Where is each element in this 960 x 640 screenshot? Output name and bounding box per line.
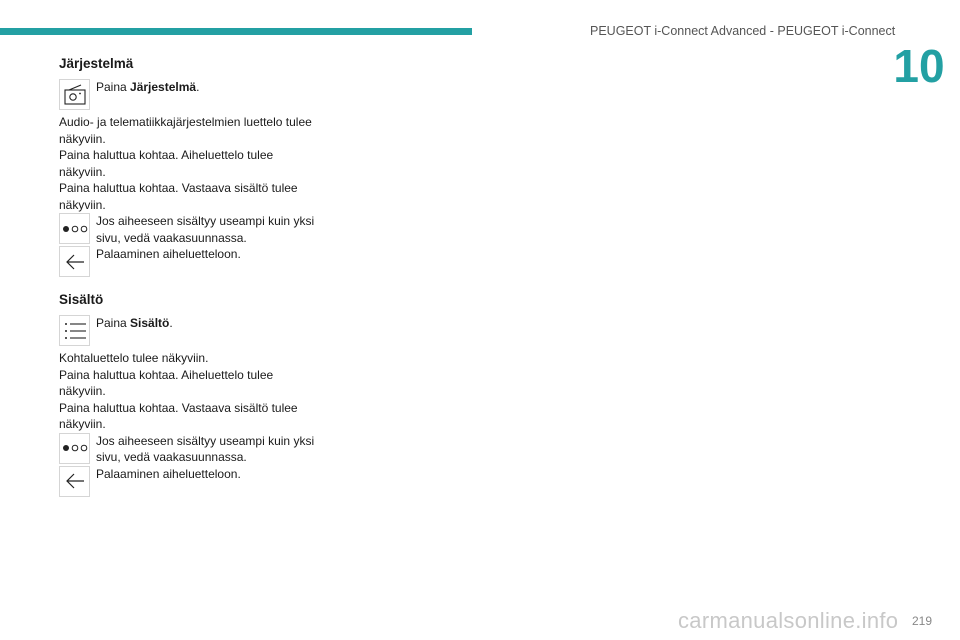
paragraph: Audio- ja telematiikkajärjestelmien luettelo tulee näkyviin. xyxy=(59,115,312,146)
press-prefix: Paina xyxy=(96,80,131,94)
paragraph: Paina haluttua kohtaa. Aiheluettelo tulee näkyviin. xyxy=(59,148,274,179)
note-text: Palaaminen aiheluetteloon. xyxy=(96,247,241,261)
back-arrow-icon[interactable] xyxy=(59,466,90,497)
section-title: Järjestelmä xyxy=(59,56,134,71)
press-instruction-text xyxy=(96,315,173,332)
note-row xyxy=(59,433,321,466)
note-text: Jos aiheeseen sisältyy useampi kuin yksi sivu, vedä vaakasuunnassa. xyxy=(96,214,315,245)
press-suffix: . xyxy=(196,80,200,94)
press-instruction-text xyxy=(96,79,199,96)
header-accent-bar xyxy=(0,28,472,35)
press-instruction xyxy=(59,315,321,346)
paragraph: Kohtaluettelo tulee näkyviin. xyxy=(59,351,209,365)
page-header-title: PEUGEOT i-Connect Advanced - PEUGEOT i-Connect xyxy=(590,24,896,38)
page-number: 219 xyxy=(912,614,933,628)
press-prefix: Paina xyxy=(96,316,131,330)
pagination-dots-icon xyxy=(59,213,90,244)
note-text: Palaaminen aiheluetteloon. xyxy=(96,466,241,481)
note-row xyxy=(59,246,321,277)
pagination-dots-icon xyxy=(59,433,90,464)
press-target: Järjestelmä xyxy=(130,80,197,94)
note-text: Jos aiheeseen sisältyy useampi kuin yksi sivu, vedä vaakasuunnassa. xyxy=(96,433,315,464)
watermark: carmanualsonline.info xyxy=(678,608,899,633)
back-arrow-icon[interactable] xyxy=(59,246,90,277)
note-row xyxy=(59,213,321,246)
paragraph: Paina haluttua kohtaa. Vastaava sisältö tulee näkyviin. xyxy=(59,400,298,431)
press-target: Sisältö xyxy=(130,316,170,330)
note-row xyxy=(59,466,321,497)
section-title: Sisältö xyxy=(59,292,104,307)
paragraph: Paina haluttua kohtaa. Vastaava sisältö tulee näkyviin. xyxy=(59,181,298,212)
radio-settings-icon[interactable] xyxy=(59,79,90,110)
content-column xyxy=(59,55,321,497)
press-instruction xyxy=(59,79,321,110)
section-sisalto xyxy=(59,291,321,497)
paragraph: Paina haluttua kohtaa. Aiheluettelo tulee näkyviin. xyxy=(59,367,274,398)
press-suffix: . xyxy=(169,316,173,330)
chapter-number: 10 xyxy=(893,40,945,92)
list-icon[interactable] xyxy=(59,315,90,346)
section-jarjestelma xyxy=(59,55,321,277)
